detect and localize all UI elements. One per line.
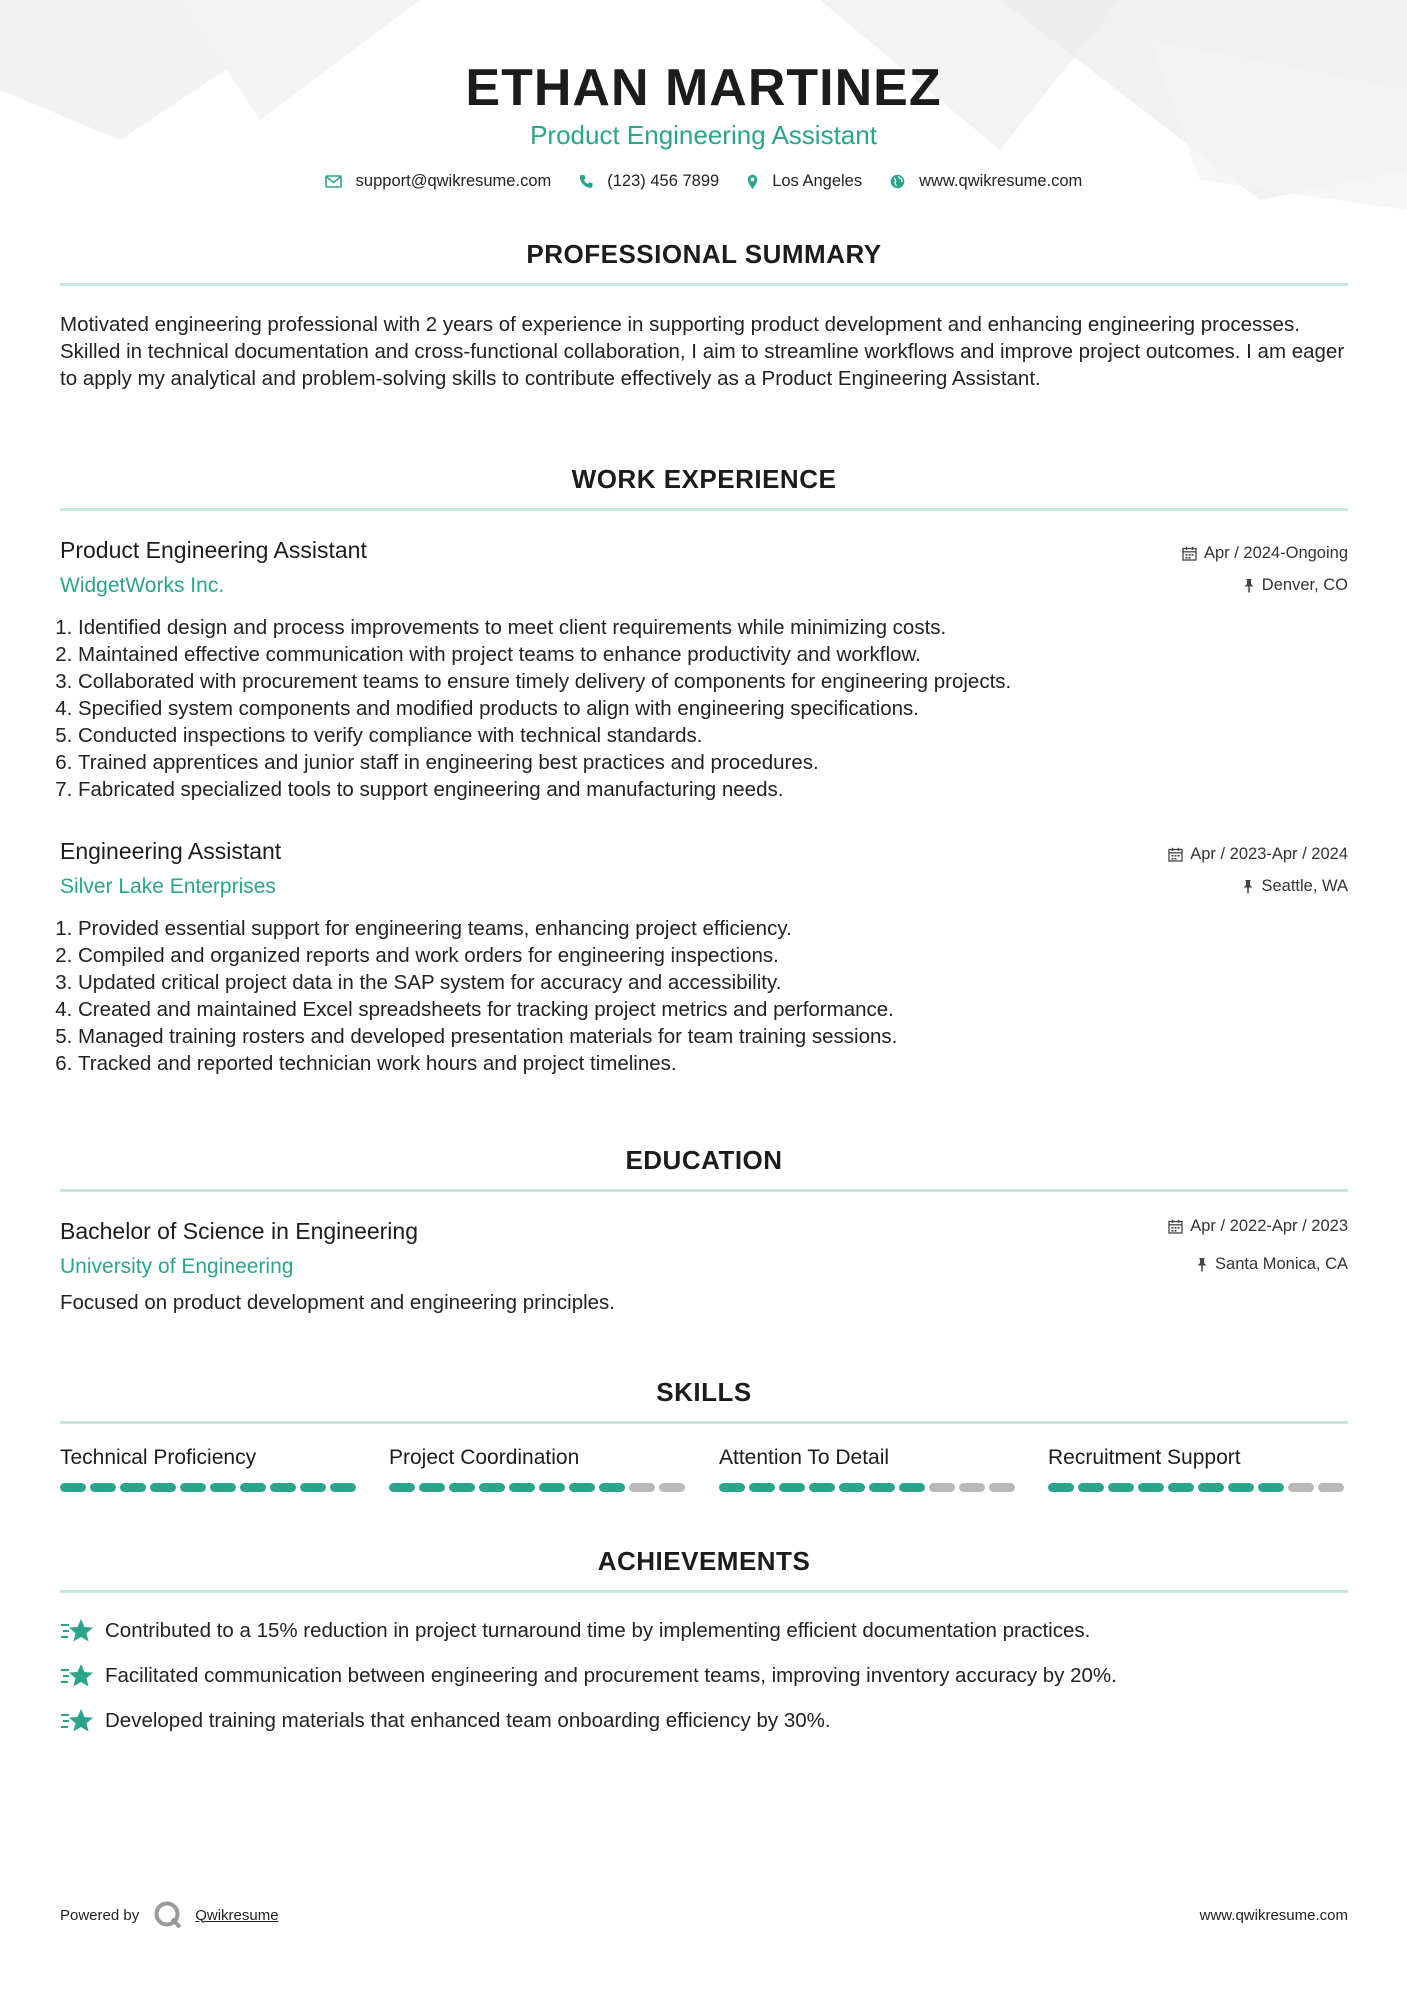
achievement-item xyxy=(60,1661,1117,1691)
skill-segment-filled xyxy=(210,1483,236,1492)
education-divider xyxy=(60,1189,1348,1192)
skill-segment-filled xyxy=(150,1483,176,1492)
skill-segment-filled xyxy=(419,1483,445,1492)
phone-text: (123) 456 7899 xyxy=(607,172,720,190)
skill-segment-filled xyxy=(60,1483,86,1492)
calendar-icon xyxy=(1182,546,1197,561)
skill-segment-filled xyxy=(719,1483,745,1492)
contact-phone[interactable] xyxy=(579,172,719,191)
education-location-text: Santa Monica, CA xyxy=(1215,1255,1348,1273)
phone-icon xyxy=(579,174,593,189)
skill-name: Technical Proficiency xyxy=(60,1446,257,1469)
skill-segment-filled xyxy=(599,1483,625,1492)
calendar-icon xyxy=(1168,1219,1183,1234)
skill-segment-filled xyxy=(1138,1483,1164,1492)
pushpin-icon xyxy=(1196,1257,1208,1272)
skill-segment-filled xyxy=(270,1483,296,1492)
footer-website[interactable]: www.qwikresume.com xyxy=(1199,1907,1348,1924)
skill-segment-filled xyxy=(120,1483,146,1492)
globe-icon xyxy=(890,174,905,189)
degree-title: Bachelor of Science in Engineering xyxy=(60,1218,419,1244)
skill-segment-empty xyxy=(989,1483,1015,1492)
skill-item xyxy=(1048,1446,1348,1492)
education-description: Focused on product development and engineering principles. xyxy=(60,1291,616,1314)
skills-divider xyxy=(60,1421,1348,1424)
summary-text: Motivated engineering professional with 2 years of experience in supporting product development and enhancing engineering processes. Skilled in technical documentation and cross-functional collaboration, I aim to streamline workflows and improve project outcomes. I am eager to apply my analytical and problem-solving skills to contribute effectively as a Product Engineering Assistant. xyxy=(60,313,1345,390)
qwikresume-link[interactable]: Qwikresume xyxy=(195,1906,279,1924)
skills-heading: SKILLS xyxy=(656,1377,752,1407)
achievements-divider xyxy=(60,1590,1348,1593)
education-dates xyxy=(1168,1217,1348,1236)
skill-item xyxy=(60,1446,360,1492)
job-dates xyxy=(1168,845,1348,864)
job-location-text: Denver, CO xyxy=(1261,576,1348,594)
skill-segment-empty xyxy=(1288,1483,1314,1492)
experience-heading: WORK EXPERIENCE xyxy=(571,464,837,494)
skill-segment-filled xyxy=(330,1483,356,1492)
skill-name: Project Coordination xyxy=(389,1446,580,1469)
skill-segment-empty xyxy=(659,1483,685,1492)
job-dates xyxy=(1182,544,1348,563)
job-bullet: 4. Specified system components and modified products to align with engineering specifications. xyxy=(78,695,1358,722)
skill-segment-filled xyxy=(869,1483,895,1492)
job-bullet: 1. Identified design and process improvements to meet client requirements while minimizing costs. xyxy=(78,614,1358,641)
skill-segment-filled xyxy=(509,1483,535,1492)
skill-segment-filled xyxy=(569,1483,595,1492)
skill-level-bar xyxy=(389,1483,689,1492)
footer-powered-by xyxy=(60,1900,279,1930)
experience-divider xyxy=(60,508,1348,511)
job-title: Engineering Assistant xyxy=(60,838,282,864)
skill-segment-filled xyxy=(1048,1483,1074,1492)
skill-segment-filled xyxy=(1198,1483,1224,1492)
job-bullets xyxy=(56,915,1358,1077)
achievements-heading: ACHIEVEMENTS xyxy=(597,1546,811,1576)
skill-segment-filled xyxy=(809,1483,835,1492)
job-location xyxy=(1242,877,1348,896)
skill-segment-empty xyxy=(1318,1483,1344,1492)
job-bullet: 4. Created and maintained Excel spreadsheets for tracking project metrics and performance. xyxy=(78,996,1358,1023)
skill-segment-filled xyxy=(539,1483,565,1492)
contact-bar xyxy=(0,172,1407,191)
job-bullet: 6. Tracked and reported technician work hours and project timelines. xyxy=(78,1050,1358,1077)
education-location xyxy=(1196,1255,1348,1274)
contact-website[interactable] xyxy=(890,172,1082,191)
job-dates-text: Apr / 2024-Ongoing xyxy=(1203,544,1348,562)
map-pin-icon xyxy=(747,174,758,190)
job-title: Product Engineering Assistant xyxy=(60,537,367,563)
job-location xyxy=(1243,576,1348,595)
skill-item xyxy=(719,1446,1019,1492)
pushpin-icon xyxy=(1242,879,1254,894)
achievement-text: Facilitated communication between engineering and procurement teams, improving inventory accuracy by 20%. xyxy=(105,1664,1117,1687)
skill-segment-empty xyxy=(929,1483,955,1492)
website-text: www.qwikresume.com xyxy=(919,172,1083,190)
skill-segment-filled xyxy=(240,1483,266,1492)
achievement-item xyxy=(60,1616,1090,1646)
skill-segment-filled xyxy=(1168,1483,1194,1492)
job-company: Silver Lake Enterprises xyxy=(60,875,276,898)
skill-name: Attention To Detail xyxy=(719,1446,890,1469)
job-bullet: 2. Maintained effective communication with project teams to enhance productivity and workflow. xyxy=(78,641,1358,668)
star-icon xyxy=(60,1616,94,1646)
email-text: support@qwikresume.com xyxy=(355,172,552,190)
education-dates-text: Apr / 2022-Apr / 2023 xyxy=(1190,1217,1348,1235)
skill-segment-filled xyxy=(1258,1483,1284,1492)
skill-segment-empty xyxy=(959,1483,985,1492)
achievement-text: Developed training materials that enhanced team onboarding efficiency by 30%. xyxy=(105,1709,831,1732)
skill-segment-filled xyxy=(479,1483,505,1492)
candidate-name: ETHAN MARTINEZ xyxy=(465,59,942,117)
job-company: WidgetWorks Inc. xyxy=(60,574,225,597)
skill-segment-empty xyxy=(629,1483,655,1492)
skill-segment-filled xyxy=(779,1483,805,1492)
skill-segment-filled xyxy=(839,1483,865,1492)
star-icon xyxy=(60,1706,94,1736)
job-bullet: 1. Provided essential support for engineering teams, enhancing project efficiency. xyxy=(78,915,1358,942)
pushpin-icon xyxy=(1243,578,1255,593)
contact-location xyxy=(747,172,862,191)
school-name: University of Engineering xyxy=(60,1255,294,1278)
skill-segment-filled xyxy=(389,1483,415,1492)
skill-name: Recruitment Support xyxy=(1048,1446,1241,1469)
job-bullet: 7. Fabricated specialized tools to support engineering and manufacturing needs. xyxy=(78,776,1358,803)
skill-segment-filled xyxy=(449,1483,475,1492)
skill-segment-filled xyxy=(180,1483,206,1492)
powered-by-label: Powered by xyxy=(60,1906,140,1924)
job-dates-text: Apr / 2023-Apr / 2024 xyxy=(1190,845,1348,863)
summary-heading: PROFESSIONAL SUMMARY xyxy=(526,239,882,269)
skill-segment-filled xyxy=(899,1483,925,1492)
skill-segment-filled xyxy=(90,1483,116,1492)
calendar-icon xyxy=(1168,847,1183,862)
summary-divider xyxy=(60,283,1348,286)
candidate-role: Product Engineering Assistant xyxy=(530,120,877,150)
skill-segment-filled xyxy=(300,1483,326,1492)
envelope-icon xyxy=(325,175,342,188)
job-bullet: 3. Updated critical project data in the SAP system for accuracy and accessibility. xyxy=(78,969,1358,996)
job-bullets xyxy=(56,614,1358,803)
job-bullet: 2. Compiled and organized reports and work orders for engineering inspections. xyxy=(78,942,1358,969)
contact-email[interactable] xyxy=(325,172,552,191)
job-bullet: 5. Conducted inspections to verify compliance with technical standards. xyxy=(78,722,1358,749)
skill-level-bar xyxy=(719,1483,1019,1492)
skill-item xyxy=(389,1446,689,1492)
job-bullet: 3. Collaborated with procurement teams to ensure timely delivery of components for engineering projects. xyxy=(78,668,1358,695)
skill-level-bar xyxy=(1048,1483,1348,1492)
achievement-text: Contributed to a 15% reduction in project turnaround time by implementing efficient documentation practices. xyxy=(105,1619,1091,1642)
qwikresume-logo-icon xyxy=(153,1900,183,1930)
skill-level-bar xyxy=(60,1483,360,1492)
location-text: Los Angeles xyxy=(772,172,863,190)
education-heading: EDUCATION xyxy=(625,1145,783,1175)
job-bullet: 5. Managed training rosters and developed presentation materials for team training sessions. xyxy=(78,1023,1358,1050)
star-icon xyxy=(60,1661,94,1691)
achievement-item xyxy=(60,1706,831,1736)
skill-segment-filled xyxy=(1078,1483,1104,1492)
skill-segment-filled xyxy=(1228,1483,1254,1492)
skill-segment-filled xyxy=(1108,1483,1134,1492)
job-location-text: Seattle, WA xyxy=(1261,877,1348,895)
job-bullet: 6. Trained apprentices and junior staff in engineering best practices and procedures. xyxy=(78,749,1358,776)
skill-segment-filled xyxy=(749,1483,775,1492)
